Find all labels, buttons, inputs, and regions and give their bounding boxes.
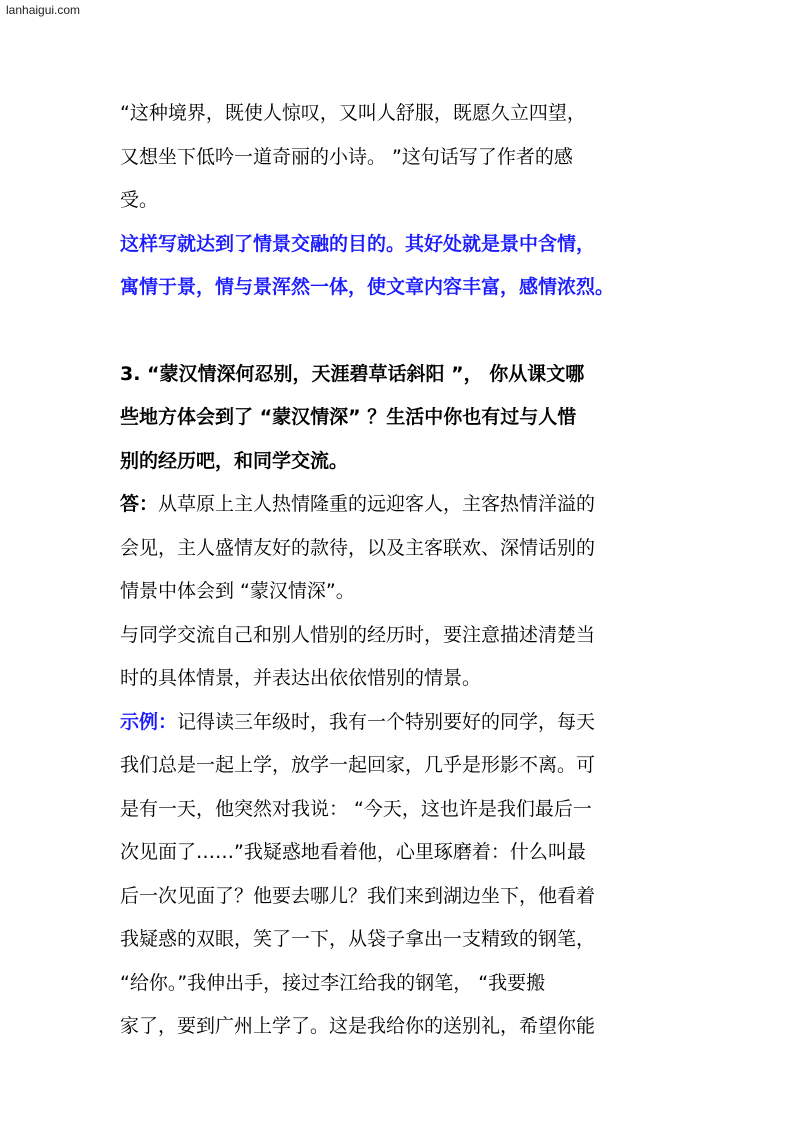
text-line: 情景中体会到 “蒙汉情深”。 [120, 580, 355, 602]
answer-first-line: 从草原上主人热情隆重的远迎客人，主客热情洋溢的 [158, 493, 596, 515]
answer-paragraph [120, 483, 720, 614]
text-line: 3. “蒙汉情深何忍别，天涯碧草话斜阳 ”， 你从课文哪 [120, 362, 585, 385]
text-line: 次见面了……”我疑惑地看着他，心里琢磨着：什么叫最 [120, 841, 586, 863]
text-line: 我疑惑的双眼，笑了一下，从袋子拿出一支精致的钢笔， [120, 928, 596, 950]
text-line: 时的具体情景，并表达出依依惜别的情景。 [120, 667, 482, 689]
site-watermark: lanhaigui.com [6, 3, 81, 17]
section-spacer [120, 310, 720, 353]
answer-label: 答： [120, 493, 159, 515]
text-line: 别的经历吧，和同学交流。 [120, 449, 349, 472]
example-label: 示例： [120, 710, 178, 733]
text-line: 受。 [120, 189, 159, 211]
text-line: 这样写就达到了情景交融的目的。其好处就是景中含情， [120, 232, 596, 255]
text-line: 家了，要到广州上学了。这是我给你的送别礼，希望你能 [120, 1015, 596, 1037]
exchange-paragraph [120, 614, 720, 701]
text-line: 与同学交流自己和别人惜别的经历时，要注意描述清楚当 [120, 623, 596, 646]
question-3 [120, 353, 720, 484]
text-line: 会见，主人盛情友好的款待，以及主客联欢、深情话别的 [120, 536, 596, 559]
intro-answer-paragraph [120, 223, 720, 310]
text-line: 又想坐下低吟一道奇丽的小诗。 ”这句话写了作者的感 [120, 145, 573, 168]
text-line [120, 483, 720, 527]
text-line: 我们总是一起上学，放学一起回家，几乎是形影不离。可 [120, 754, 596, 776]
text-line: 寓情于景，情与景浑然一体，使文章内容丰富，感情浓烈。 [120, 276, 615, 298]
document-body [120, 92, 720, 1049]
intro-paragraph [120, 92, 720, 223]
text-line: 是有一天，他突然对我说： “今天，这也许是我们最后一 [120, 797, 592, 820]
text-line: 些地方体会到了 “蒙汉情深” ？生活中你也有过与人惜 [120, 406, 577, 428]
text-line: “给你。”我伸出手，接过李江给我的钢笔， “我要搬 [120, 971, 546, 994]
text-line: “这种境界，既使人惊叹，又叫人舒服，既愿久立四望， [120, 102, 586, 124]
example-first-line: 记得读三年级时，我有一个特别要好的同学，每天 [177, 710, 596, 733]
text-line [120, 701, 720, 745]
text-line: 后一次见面了？他要去哪儿？我们来到湖边坐下，他看着 [120, 884, 596, 907]
example-paragraph [120, 701, 720, 1049]
